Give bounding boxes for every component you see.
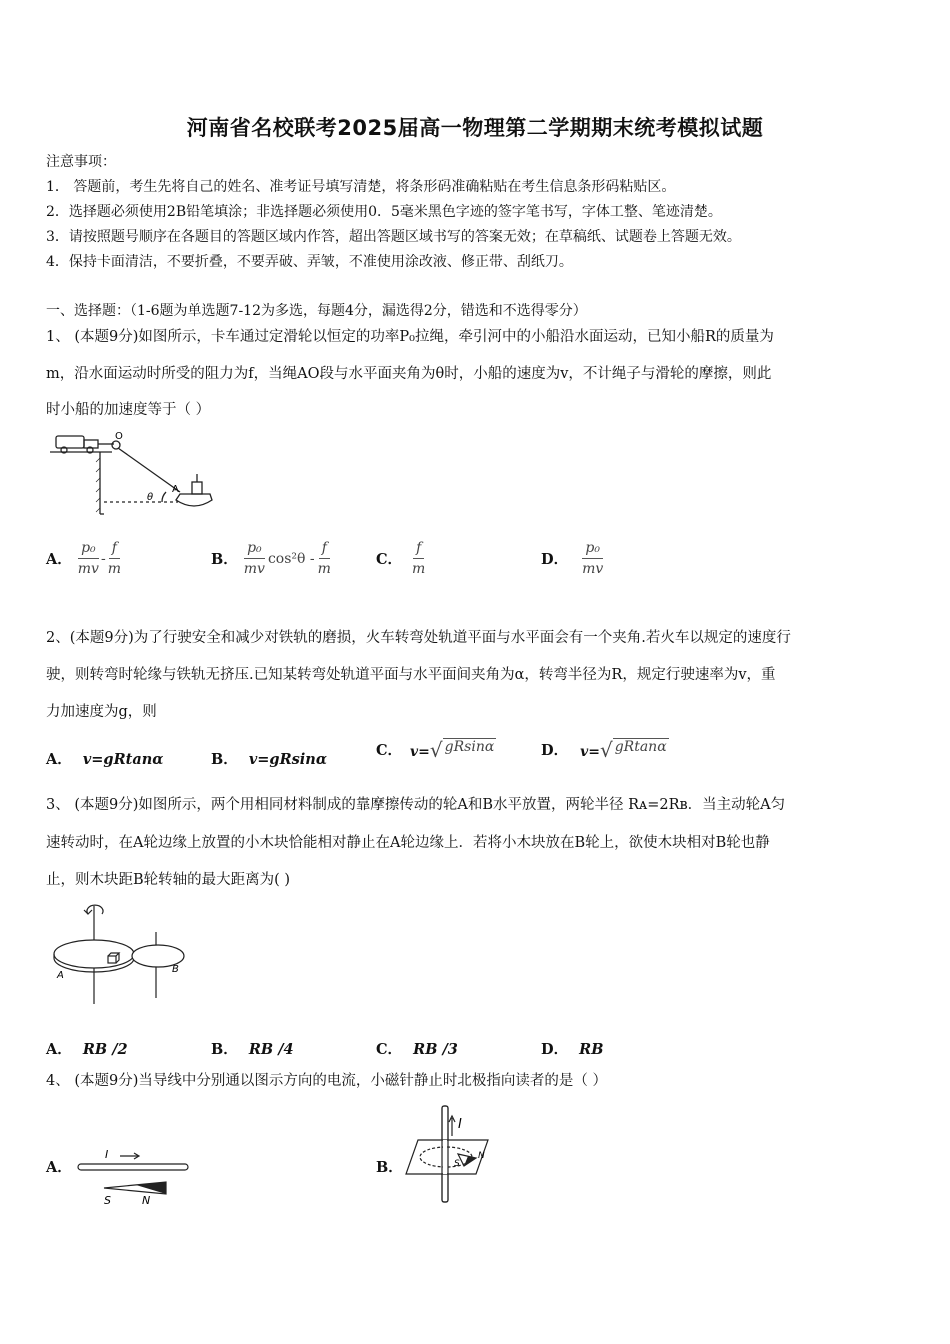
q4-a-label-i: I — [105, 1148, 109, 1161]
q1-fig-boat — [176, 494, 212, 506]
q2-option-c-root: gRsinα — [444, 739, 495, 755]
q4-b-label-n: N — [478, 1151, 485, 1161]
q4-a-label-s: S — [104, 1194, 111, 1207]
q1-option-c-frac: $\frac{f}{m}$ — [412, 540, 426, 577]
notice-item-4: 4．保持卡面清洁，不要折叠，不要弄破、弄皱，不准使用涂改液、修正带、刮纸刀。 — [46, 254, 573, 270]
q1-fig-label-theta: θ — [147, 492, 154, 503]
q1-option-b-frac-2: $\frac{f}{m}$ — [317, 540, 331, 577]
q3-option-a[interactable]: A． RB /2 — [46, 1041, 128, 1058]
q3-option-c-text: RB /3 — [413, 1041, 458, 1058]
q1-line-1: 1、 (本题9分)如图所示，卡车通过定滑轮以恒定的功率P₀拉绳，牵引河中的小船沿水面运动，已知小船R的质量为 — [46, 329, 774, 345]
q3-wheels-figure — [48, 900, 198, 1010]
q3-fig-label-a: A — [57, 970, 64, 981]
q2-option-d[interactable]: D． v= √ gRtanα — [541, 738, 667, 762]
q3-option-d-text: RB — [579, 1041, 604, 1058]
q1-option-b[interactable] — [211, 540, 331, 577]
q4-b-label-s: S — [454, 1159, 460, 1169]
q3-option-d[interactable]: D． RB — [541, 1041, 604, 1058]
q1-option-b-frac-1: $\frac{\text{p₀}}{mv}$ — [243, 540, 265, 577]
notice-item-2: 2．选择题必须使用2B铅笔填涂；非选择题必须使用0．5毫米黑色字迹的签字笔书写，字体工整、笔迹清楚。 — [46, 204, 722, 220]
q2-line-2: 驶，则转弯时轮缘与铁轨无挤压.已知某转弯处轨道平面与水平面间夹角为α，转弯半径为R，规定行驶速率为v，重 — [46, 667, 776, 683]
q3-option-a-text: RB /2 — [82, 1041, 128, 1058]
q3-line-2: 速转动时，在A轮边缘上放置的小木块恰能相对静止在A轮边缘上．若将小木块放在B轮上，欲使木块相对B轮也静 — [46, 835, 770, 851]
q2-option-b[interactable]: B． v=gRsinα — [211, 751, 327, 768]
q2-line-3: 力加速度为g，则 — [46, 704, 157, 720]
notice-item-3: 3．请按照题号顺序在各题目的答题区域内作答，超出答题区域书写的答案无效；在草稿纸、试题卷上答题无效。 — [46, 229, 741, 245]
notice-heading: 注意事项： — [46, 154, 116, 170]
q4-a-wire — [78, 1164, 188, 1170]
q4-option-a[interactable]: A． — [46, 1159, 72, 1176]
q4-option-b[interactable]: B． — [376, 1159, 403, 1176]
q3-line-1: 3、 (本题9分)如图所示，两个用相同材料制成的靠摩擦传动的轮A和B水平放置，两轮半径 Rᴀ=2Rʙ．当主动轮A匀 — [46, 797, 786, 813]
q1-truck-pulley-figure — [44, 430, 224, 520]
q3-line-3: 止，则木块距B轮转轴的最大距离为( ) — [46, 872, 291, 888]
q4-option-b-figure — [404, 1102, 504, 1207]
q1-option-b-letter: B． — [211, 551, 238, 568]
q1-option-a-frac-1: $\frac{\text{p₀}}{mv}$ — [77, 540, 99, 577]
q2-line-1: 2、(本题9分)为了行驶安全和减少对铁轨的磨损，火车转弯处轨道平面与水平面会有一个夹角.若火车以规定的速度行 — [46, 630, 791, 646]
q2-option-a[interactable]: A． v=gRtanα — [46, 751, 164, 768]
q2-option-a-text: v=gRtanα — [82, 751, 164, 768]
q1-fig-truck — [56, 436, 84, 448]
q1-fig-label-o: O — [115, 431, 123, 442]
q1-line-2: m，沿水面运动时所受的阻力为f，当绳AO段与水平面夹角为θ时，小船的速度为v，不计绳子与滑轮的摩擦，则此 — [46, 366, 772, 382]
q4-a-label-n: N — [142, 1194, 151, 1207]
q3-fig-label-b: B — [172, 964, 179, 975]
q3-option-b-text: RB /4 — [248, 1041, 294, 1058]
q1-option-a[interactable]: A． $\frac{\text{p₀}}{mv}$ - $\frac{f}{m}$ — [46, 540, 121, 577]
q1-line-3: 时小船的加速度等于（ ） — [46, 402, 211, 418]
q2-option-c[interactable]: C． v= √ gRsinα — [376, 738, 495, 762]
q3-option-b[interactable]: B． RB /4 — [211, 1041, 294, 1058]
q2-option-b-text: v=gRsinα — [248, 751, 327, 768]
notice-item-1: 1． 答题前，考生先将自己的姓名、准考证号填写清楚，将条形码准确粘贴在考生信息条形码粘贴区。 — [46, 179, 676, 195]
q1-option-d-frac: $\frac{\text{p₀}}{mv}$ — [582, 540, 604, 577]
q1-option-d[interactable] — [541, 540, 603, 577]
q1-option-a-frac-2: $\frac{f}{m}$ — [107, 540, 121, 577]
section-heading: 一、选择题：（1-6题为单选题7-12为多选，每题4分，漏选得2分，错选和不选得零分） — [46, 303, 587, 319]
q4-option-a-figure — [74, 1142, 194, 1212]
q4-b-label-i: I — [458, 1117, 462, 1132]
page-title: 河南省名校联考2025届高一物理第二学期期末统考模拟试题 — [186, 116, 764, 140]
q1-option-a-letter: A． — [46, 551, 72, 568]
q3-option-c[interactable]: C． RB /3 — [376, 1041, 458, 1058]
q1-option-b-cos: cos²θ - — [267, 550, 315, 567]
q1-fig-rope — [118, 448, 180, 492]
q1-option-d-letter: D． — [541, 551, 569, 568]
q1-option-c[interactable] — [376, 540, 425, 577]
q1-fig-label-a: A — [172, 484, 179, 495]
q3-fig-wheel-a — [54, 940, 134, 968]
q2-option-d-root: gRtanα — [614, 739, 667, 755]
q1-option-c-letter: C． — [376, 551, 403, 568]
q4-line-1: 4、 (本题9分)当导线中分别通以图示方向的电流，小磁针静止时北极指向读者的是（ ） — [46, 1073, 607, 1089]
